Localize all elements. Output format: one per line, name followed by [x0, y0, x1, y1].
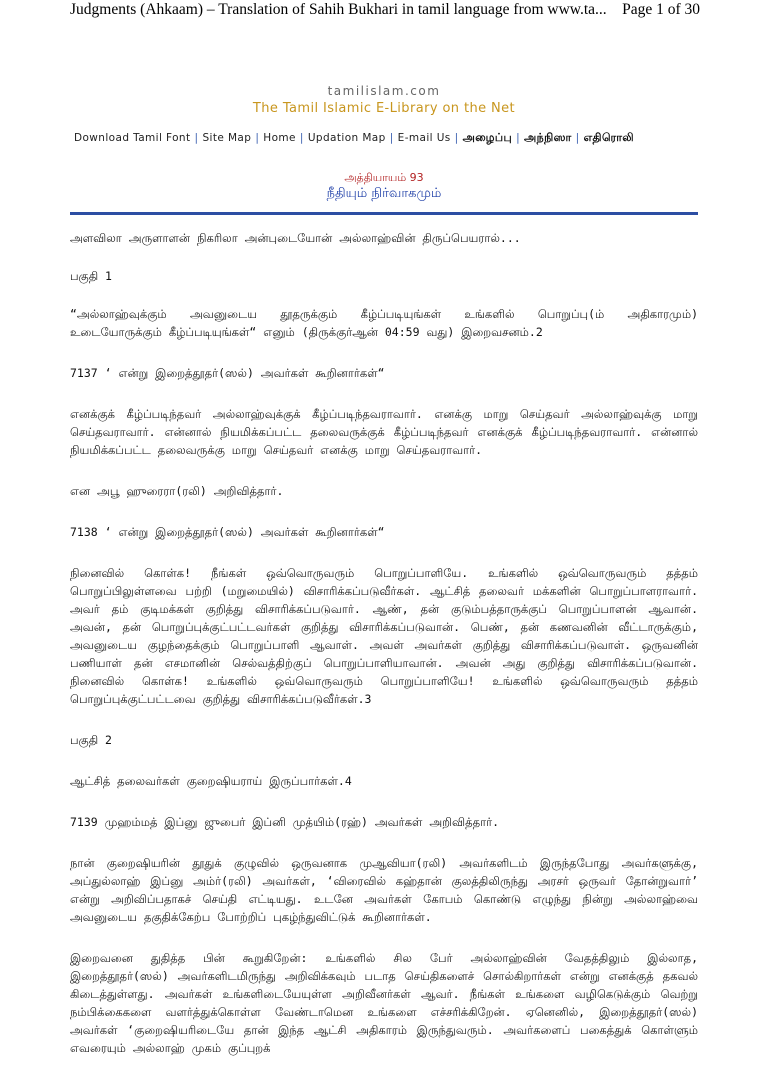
nav-annisa[interactable]: அந்நிஸா: [524, 131, 572, 144]
nav-home[interactable]: Home: [263, 132, 296, 144]
nav-separator: |: [255, 132, 260, 144]
nav-separator: |: [299, 132, 304, 144]
hadith-7137-narrator: என அபூ ஹுரைரா(ரலி) அறிவித்தார்.: [70, 484, 284, 498]
nav-separator: |: [389, 132, 394, 144]
hadith-7139-continuation: இறைவனை துதித்த பின் கூறுகிறேன்: உங்களில் சில பேர் அல்லாஹ்வின் வேதத்திலும் இல்லாத, இறைத்தூதர்(ஸல்) அவர்களிடமிருந்து அறிவிக்கவும் படாத செய்திகளைச் சொல்கிறார்கள் என்று எனக்குத் தகவல் கிடைத்துள்ளது. அவர்கள் உங்களிடையேயுள்ள அறிவீனர்கள் ஆவர். நீங்கள் உங்களை வழிகெடுக்கும் வெற்று நம்பிக்கைகளை வளர்த்துக்கொள்ள வேண்டாமென உங்களை எச்சரிக்கிறேன். ஏனெனில், இறைத்தூதர்(ஸல்) அவர்கள் ‘குறைஷியரிடையே தான் இந்த ஆட்சி அதிகாரம் இருந்துவரும். அவர்களைப் பகைத்துக் கொள்ளும் எவரையும் அல்லாஹ் முகம் குப்புறக்: [70, 951, 698, 1055]
site-name[interactable]: tamilislam.com: [327, 84, 441, 98]
top-navigation: [74, 131, 714, 146]
section-heading-1: பகுதி 1: [70, 269, 112, 283]
nav-ethiroli[interactable]: எதிரொலி: [583, 131, 634, 144]
chapter-number: அத்தியாயம் 93: [344, 171, 424, 184]
nav-site-map[interactable]: Site Map: [202, 132, 252, 144]
hadith-7137-intro: 7137 ‘ என்று இறைத்தூதர்(ஸல்) அவர்கள் கூறினார்கள்“: [70, 366, 385, 380]
article-body: [70, 229, 698, 1080]
hadith-7137-text: எனக்குக் கீழ்ப்படிந்தவர் அல்லாஹ்வுக்குக் கீழ்ப்படிந்தவராவார். எனக்கு மாறு செய்தவர் அல்லாஹ்வுக்கு மாறு செய்தவராவார். என்னால் நியமிக்கப்பட்ட தலைவருக்குக் கீழ்ப்படிந்தவர் எனக்குக் கீழ்ப்படிந்தவராவார். என்னால் நியமிக்கப்பட்ட தலைவருக்கு மாறு செய்தவர் எனக்கு மாறு செய்தவராவார்.: [70, 407, 698, 457]
nav-separator: |: [194, 132, 199, 144]
bismillah: அளவிலா அருளாளன் நிகரிலா அன்புடையோன் அல்லாஹ்வின் திருப்பெயரால்...: [70, 231, 521, 245]
hadith-7138-intro: 7138 ‘ என்று இறைத்தூதர்(ஸல்) அவர்கள் கூறினார்கள்“: [70, 525, 385, 539]
chapter-title: நீதியும் நிர்வாகமும்: [326, 186, 442, 201]
print-header: [70, 0, 700, 22]
nav-separator: |: [575, 132, 580, 144]
quran-verse-paragraph: “அல்லாஹ்வுக்கும் அவனுடைய தூதருக்கும் கீழ்ப்படியுங்கள் உங்களில் பொறுப்பு(ம் அதிகாரமும்) உடையோருக்கும் கீழ்ப்படியுங்கள்“ எனும் (திருக்குர்ஆன் 04:59 வது) இறைவசனம்.2: [70, 307, 698, 339]
nav-email-us[interactable]: E-mail Us: [397, 132, 451, 144]
page-indicator: Page 1 of 30: [622, 1, 700, 18]
hadith-7138-text: நினைவில் கொள்க! நீங்கள் ஒவ்வொருவரும் பொறுப்பாளியே. உங்களில் ஒவ்வொருவரும் தத்தம் பொறுப்பிலுள்ளவை பற்றி (மறுமையில்) விசாரிக்கப்படுவீர்கள். ஆட்சித் தலைவர் மக்களின் பொறுப்பாளராவார். அவர் தம் குடிமக்கள் குறித்து விசாரிக்கப்படுவார். ஆண், தன் குடும்பத்தாருக்குப் பொறுப்பாளன் ஆவான். அவன், தன் பொறுப்புக்குட்பட்டவர்கள் குறித்து விசாரிக்கப்படுவான். பெண், தன் கணவனின் வீட்டாருக்கும், அவனுடைய குழந்தைக்கும் பொறுப்பாளி ஆவாள். அவள் அவர்கள் குறித்து விசாரிக்கப்படுவாள். ஒருவனின் பணியாள் தன் எசமானின் செல்வத்திற்குப் பொறுப்பாளியாவான். அவன் அது குறித்து விசாரிக்கப்படுவான். நினைவில் கொள்க! உங்களில் ஒவ்வொருவரும் பொறுப்பாளியே! உங்களில் ஒவ்வொருவரும் தத்தம் பொறுப்புக்குட்பட்டவை குறித்து விசாரிக்கப்படுவீர்கள்.3: [70, 566, 698, 706]
nav-azhaippu[interactable]: அழைப்பு: [462, 131, 513, 144]
nav-separator: |: [454, 132, 459, 144]
nav-download-tamil-font[interactable]: Download Tamil Font: [74, 132, 191, 144]
nav-updation-map[interactable]: Updation Map: [307, 132, 386, 144]
section-heading-2: பகுதி 2: [70, 733, 112, 747]
nav-separator: |: [516, 132, 521, 144]
site-tagline: The Tamil Islamic E-Library on the Net: [252, 101, 516, 116]
print-header-title: Judgments (Ahkaam) – Translation of Sahih Bukhari in tamil language from www.ta...: [70, 1, 607, 18]
hadith-7139-text: நான் குறைஷியரின் தூதுக் குழுவில் ஒருவனாக முஆவியா(ரலி) அவர்களிடம் இருந்தபோது அவர்களுக்கு, அப்துல்லாஹ் இப்னு அம்ர்(ரலி) அவர்கள், ‘விரைவில் கஹ்தான் குலத்திலிருந்து அரசர் ஒருவர் தோன்றுவார்’ என்று அறிவிப்பதாகச் செய்தி எட்டியது. உடனே அவர்கள் கோபம் கொண்டு எழுந்து நின்று அல்லாஹ்வை அவனுடைய தகுதிக்கேற்ப போற்றிப் புகழ்ந்துவிட்டுக் கூறினார்கள்.: [70, 856, 698, 924]
hadith-7139-intro: 7139 முஹம்மத் இப்னு ஜுபைர் இப்னி முத்யிம்(ரஹ்) அவர்கள் அறிவித்தார்.: [70, 815, 500, 829]
header-divider: [70, 212, 698, 215]
section-2-title: ஆட்சித் தலைவர்கள் குறைஷியராய் இருப்பார்கள்.4: [70, 774, 352, 788]
